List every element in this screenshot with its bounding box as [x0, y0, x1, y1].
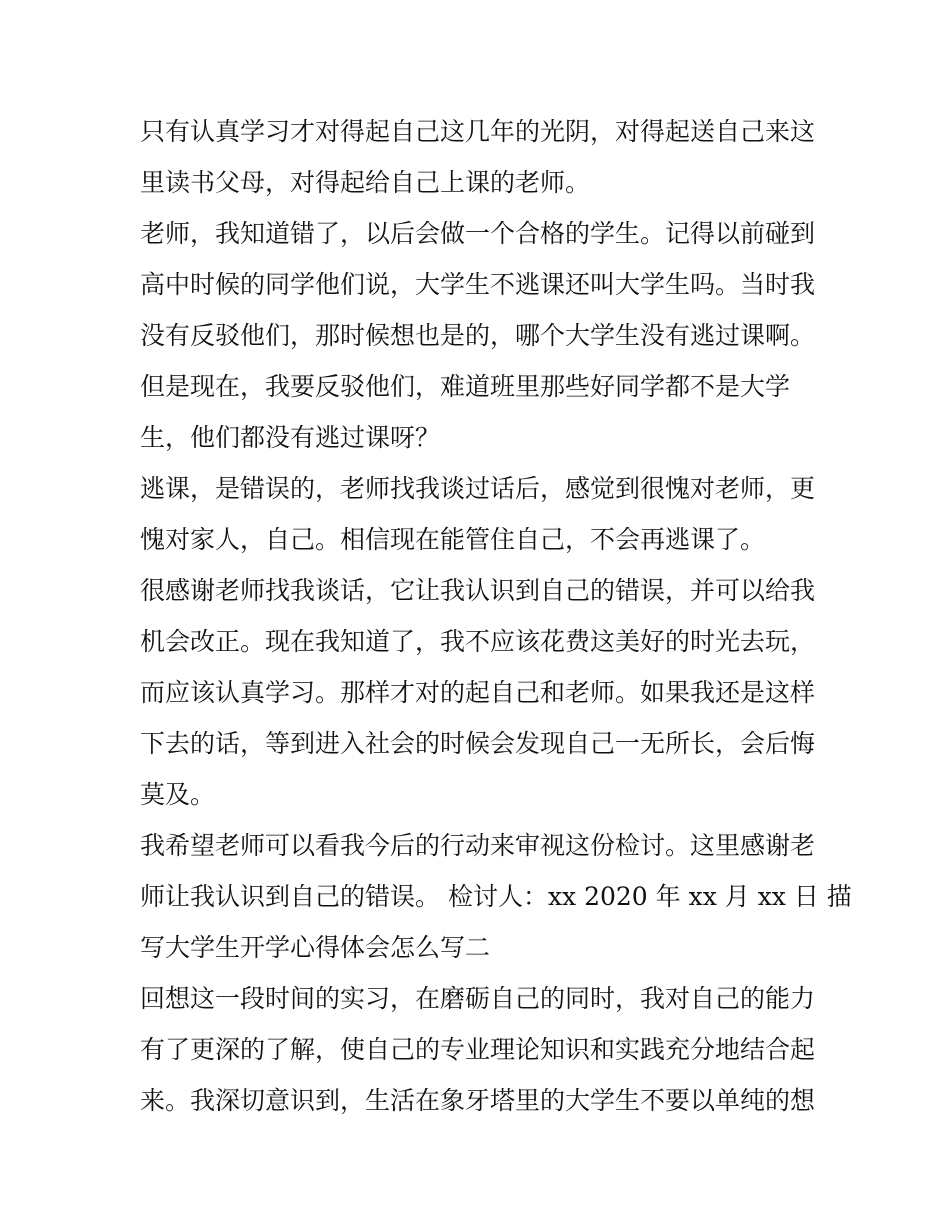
text-line: 我希望老师可以看我今后的行动来审视这份检讨。这里感谢老	[140, 831, 816, 860]
text-line: 老师，我知道错了，以后会做一个合格的学生。记得以前碰到	[140, 219, 816, 248]
text-line: 莫及。	[140, 780, 216, 809]
text-line: 写大学生开学心得体会怎么写二	[140, 933, 491, 962]
text-line: 师让我认识到自己的错误。 检讨人：xx 2020 年 xx 月 xx 日 描	[140, 882, 852, 911]
text-line: 只有认真学习才对得起自己这几年的光阴，对得起送自己来这	[140, 117, 816, 146]
text-line: 机会改正。现在我知道了，我不应该花费这美好的时光去玩，	[140, 627, 816, 656]
text-line: 很感谢老师找我谈话，它让我认识到自己的错误，并可以给我	[140, 576, 816, 605]
text-line: 逃课，是错误的，老师找我谈过话后，感觉到很愧对老师，更	[140, 474, 816, 503]
text-line: 下去的话，等到进入社会的时候会发现自己一无所长，会后悔	[140, 729, 816, 758]
text-line: 但是现在，我要反驳他们，难道班里那些好同学都不是大学	[140, 372, 791, 401]
text-line: 高中时候的同学他们说，大学生不逃课还叫大学生吗。当时我	[140, 270, 816, 299]
text-line: 有了更深的了解，使自己的专业理论知识和实践充分地结合起	[140, 1035, 816, 1064]
text-line: 来。我深切意识到，生活在象牙塔里的大学生不要以单纯的想	[140, 1086, 816, 1115]
text-line: 没有反驳他们，那时候想也是的，哪个大学生没有逃过课啊。	[140, 321, 816, 350]
text-line: 回想这一段时间的实习，在磨砺自己的同时，我对自己的能力	[140, 984, 816, 1013]
text-line: 愧对家人，自己。相信现在能管住自己，不会再逃课了。	[140, 525, 766, 554]
text-line: 生，他们都没有逃过课呀？	[140, 423, 441, 452]
text-line: 而应该认真学习。那样才对的起自己和老师。如果我还是这样	[140, 678, 816, 707]
document-body	[140, 106, 852, 1126]
text-line: 里读书父母，对得起给自己上课的老师。	[140, 168, 591, 197]
